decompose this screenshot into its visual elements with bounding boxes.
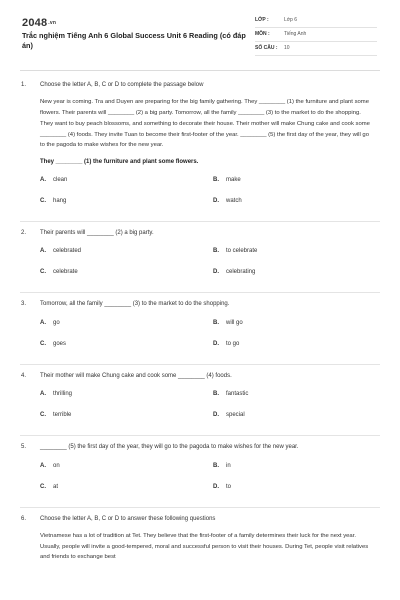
option-c[interactable]: C. goes bbox=[40, 340, 67, 347]
option-c[interactable]: C. terrible bbox=[40, 412, 72, 419]
answer-options bbox=[0, 463, 400, 507]
question-prompt bbox=[0, 299, 400, 309]
question-number: 4. bbox=[21, 372, 27, 379]
option-a[interactable]: A. thrilling bbox=[40, 391, 73, 398]
question-text: Choose the letter A, B, C or D to answer these following questions bbox=[40, 515, 216, 522]
answer-options bbox=[0, 248, 400, 292]
document-title: Trắc nghiệm Tiếng Anh 6 Global Success Unit 6 Reading (có đáp án) bbox=[22, 31, 246, 50]
option-c[interactable]: C. hang bbox=[40, 197, 67, 204]
option-a[interactable]: A. celebrated bbox=[40, 248, 82, 255]
option-d[interactable]: D. to bbox=[213, 483, 232, 490]
meta-class bbox=[255, 14, 377, 28]
question-prompt bbox=[0, 514, 400, 524]
question-text: Their mother will make Chung cake and cook some ________ (4) foods. bbox=[40, 372, 232, 379]
question-prompt bbox=[0, 80, 400, 90]
logo-sub: .vn bbox=[48, 20, 57, 27]
question-prompt bbox=[0, 371, 400, 381]
question-text: Choose the letter A, B, C or D to complete the passage below bbox=[40, 82, 204, 88]
question-number: 2. bbox=[21, 229, 27, 236]
answer-options bbox=[0, 391, 400, 435]
meta-class-value: Lớp 6 bbox=[284, 17, 298, 23]
meta-subject bbox=[255, 28, 377, 42]
question-prompt bbox=[0, 228, 400, 238]
meta-count bbox=[255, 42, 377, 56]
question-number: 5. bbox=[21, 444, 27, 451]
question-text: Tomorrow, all the family ________ (3) to the market to do the shopping. bbox=[40, 301, 230, 308]
meta-subject-label: MÔN : bbox=[255, 31, 270, 37]
site-logo[interactable] bbox=[22, 17, 56, 29]
option-b[interactable]: B. in bbox=[213, 462, 231, 469]
question-1 bbox=[0, 80, 400, 221]
question-number: 3. bbox=[21, 301, 27, 308]
question-2 bbox=[0, 222, 400, 292]
option-c[interactable]: C. at bbox=[40, 483, 59, 490]
option-c[interactable]: C. celebrate bbox=[40, 269, 78, 276]
question-number: 1. bbox=[21, 82, 27, 88]
option-a[interactable]: A. on bbox=[40, 462, 60, 469]
option-d[interactable]: D. to go bbox=[213, 340, 240, 347]
document-header bbox=[0, 0, 400, 66]
question-6 bbox=[0, 508, 400, 564]
reading-passage: Vietnamese has a lot of tradition at Tet. They believe that the first-footer of a family determines their luck for the next year. Usually, people will invite a good-tempered, moral and successful person to visit their houses. During Tet, people visit relatives and friends to exchange best bbox=[40, 532, 369, 561]
option-a[interactable]: A. go bbox=[40, 319, 60, 326]
question-text: Their parents will ________ (2) a big party. bbox=[40, 229, 154, 236]
option-d[interactable]: D. celebrating bbox=[213, 269, 256, 276]
question-5 bbox=[0, 436, 400, 506]
option-b[interactable]: B. make bbox=[213, 176, 241, 183]
answer-options bbox=[0, 320, 400, 364]
meta-class-label: LỚP : bbox=[255, 17, 269, 23]
sub-question: They ________ (1) the furniture and plant some flowers. bbox=[40, 158, 199, 165]
header-divider bbox=[20, 70, 380, 71]
reading-passage: New year is coming. Tra and Duyen are preparing for the big family gathering. They ________ (1) the furniture and plant some flowers. Their parents will ________ (2) a big party. Tomorrow, all the family ________ (3) to the market to do the shopping. They want to buy peach blossoms, and something to decorate their house. Their mother will make Chung cake and cook some ________ (4) foods. They invite Tuan to become their first-footer of the year. ________ (5) the first day of the year, they will go to the pagoda to make wishes for the new year. bbox=[40, 99, 370, 149]
question-number: 6. bbox=[21, 515, 27, 522]
meta-subject-value: Tiếng Anh bbox=[284, 31, 307, 37]
option-b[interactable]: B. to celebrate bbox=[213, 248, 258, 255]
question-3 bbox=[0, 293, 400, 363]
meta-count-label: SỐ CÂU : bbox=[255, 45, 278, 51]
question-4 bbox=[0, 365, 400, 435]
question-text: ________ (5) the first day of the year, they will go to the pagoda to make wishes for the new year. bbox=[40, 444, 299, 451]
meta-count-value: 10 bbox=[284, 45, 290, 51]
option-d[interactable]: D. watch bbox=[213, 197, 242, 204]
question-prompt bbox=[0, 442, 400, 452]
answer-options bbox=[0, 177, 400, 221]
question-list bbox=[0, 80, 400, 563]
logo-main: 2048 bbox=[22, 17, 48, 29]
option-b[interactable]: B. will go bbox=[213, 319, 243, 326]
option-b[interactable]: B. fantastic bbox=[213, 391, 249, 398]
option-d[interactable]: D. special bbox=[213, 412, 245, 419]
option-a[interactable]: A. clean bbox=[40, 176, 68, 183]
